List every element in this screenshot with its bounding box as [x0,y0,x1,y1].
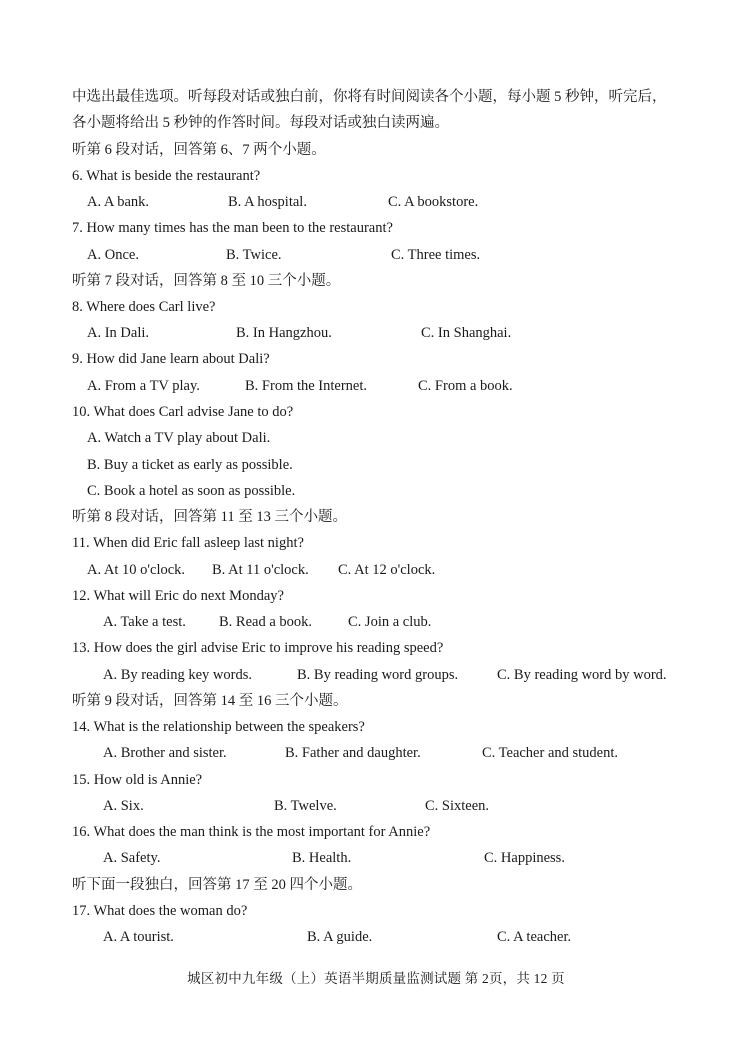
question-11: 11. When did Eric fall asleep last night? [72,535,304,551]
q17-option-a: A. A tourist. [103,929,174,945]
question-10: 10. What does Carl advise Jane to do? [72,404,294,420]
q17-option-c: C. A teacher. [497,929,572,945]
q9-option-a: A. From a TV play. [87,378,200,394]
q14-option-a: A. Brother and sister. [103,745,227,761]
question-12: 12. What will Eric do next Monday? [72,588,284,604]
question-6: 6. What is beside the restaurant? [72,168,261,184]
q11-option-c: C. At 12 o'clock. [338,562,436,578]
q9-option-c: C. From a book. [418,378,513,394]
section-heading-9: 听第 9 段对话，回答第 14 至 16 三个小题。 [72,693,348,709]
q15-option-b: B. Twelve. [274,798,337,814]
question-14: 14. What is the relationship between the speakers? [72,719,365,735]
q13-option-a: A. By reading key words. [103,667,253,683]
q8-option-b: B. In Hangzhou. [236,325,332,341]
q13-option-c: C. By reading word by word. [497,667,667,683]
q6-option-c: C. A bookstore. [388,194,479,210]
q15-option-c: C. Sixteen. [425,798,490,814]
q8-option-a: A. In Dali. [87,325,150,341]
q17-option-b: B. A guide. [307,929,373,945]
q16-option-b: B. Health. [292,850,352,866]
question-17: 17. What does the woman do? [72,903,248,919]
instructions-line-2: 各小题将给出 5 秒钟的作答时间。每段对话或独白读两遍。 [72,115,449,131]
page-footer: 城区初中九年级（上）英语半期质量监测试题 第 2页，共 12 页 [187,971,565,986]
q11-option-a: A. At 10 o'clock. [87,562,186,578]
q9-option-b: B. From the Internet. [245,378,368,394]
q14-option-b: B. Father and daughter. [285,745,421,761]
question-8: 8. Where does Carl live? [72,299,216,315]
q14-option-c: C. Teacher and student. [482,745,619,761]
q7-option-c: C. Three times. [391,247,481,263]
question-15: 15. How old is Annie? [72,772,203,788]
q6-option-a: A. A bank. [87,194,150,210]
q13-option-b: B. By reading word groups. [297,667,459,683]
instructions-line-1: 中选出最佳选项。听每段对话或独白前，你将有时间阅读各个小题，每小题 5 秒钟，听完后， [72,89,667,105]
question-16: 16. What does the man think is the most important for Annie? [72,824,431,840]
section-heading-10: 听下面一段独白，回答第 17 至 20 四个小题。 [72,877,362,893]
section-heading-7: 听第 7 段对话，回答第 8 至 10 三个小题。 [72,273,341,289]
q11-option-b: B. At 11 o'clock. [212,562,309,578]
q8-option-c: C. In Shanghai. [421,325,512,341]
section-heading-6: 听第 6 段对话，回答第 6、7 两个小题。 [72,142,326,158]
q16-option-a: A. Safety. [103,850,161,866]
q12-option-b: B. Read a book. [219,614,313,630]
q7-option-a: A. Once. [87,247,139,263]
q16-option-c: C. Happiness. [484,850,565,866]
q10-option-a: A. Watch a TV play about Dali. [87,430,271,446]
q15-option-a: A. Six. [103,798,144,814]
question-13: 13. How does the girl advise Eric to improve his reading speed? [72,640,444,656]
question-9: 9. How did Jane learn about Dali? [72,351,270,367]
q10-option-c: C. Book a hotel as soon as possible. [87,483,296,499]
section-heading-8: 听第 8 段对话，回答第 11 至 13 三个小题。 [72,509,347,525]
q10-option-b: B. Buy a ticket as early as possible. [87,457,293,473]
q6-option-b: B. A hospital. [228,194,307,210]
question-7: 7. How many times has the man been to the restaurant? [72,220,393,236]
q12-option-a: A. Take a test. [103,614,186,630]
q12-option-c: C. Join a club. [348,614,432,630]
q7-option-b: B. Twice. [226,247,282,263]
